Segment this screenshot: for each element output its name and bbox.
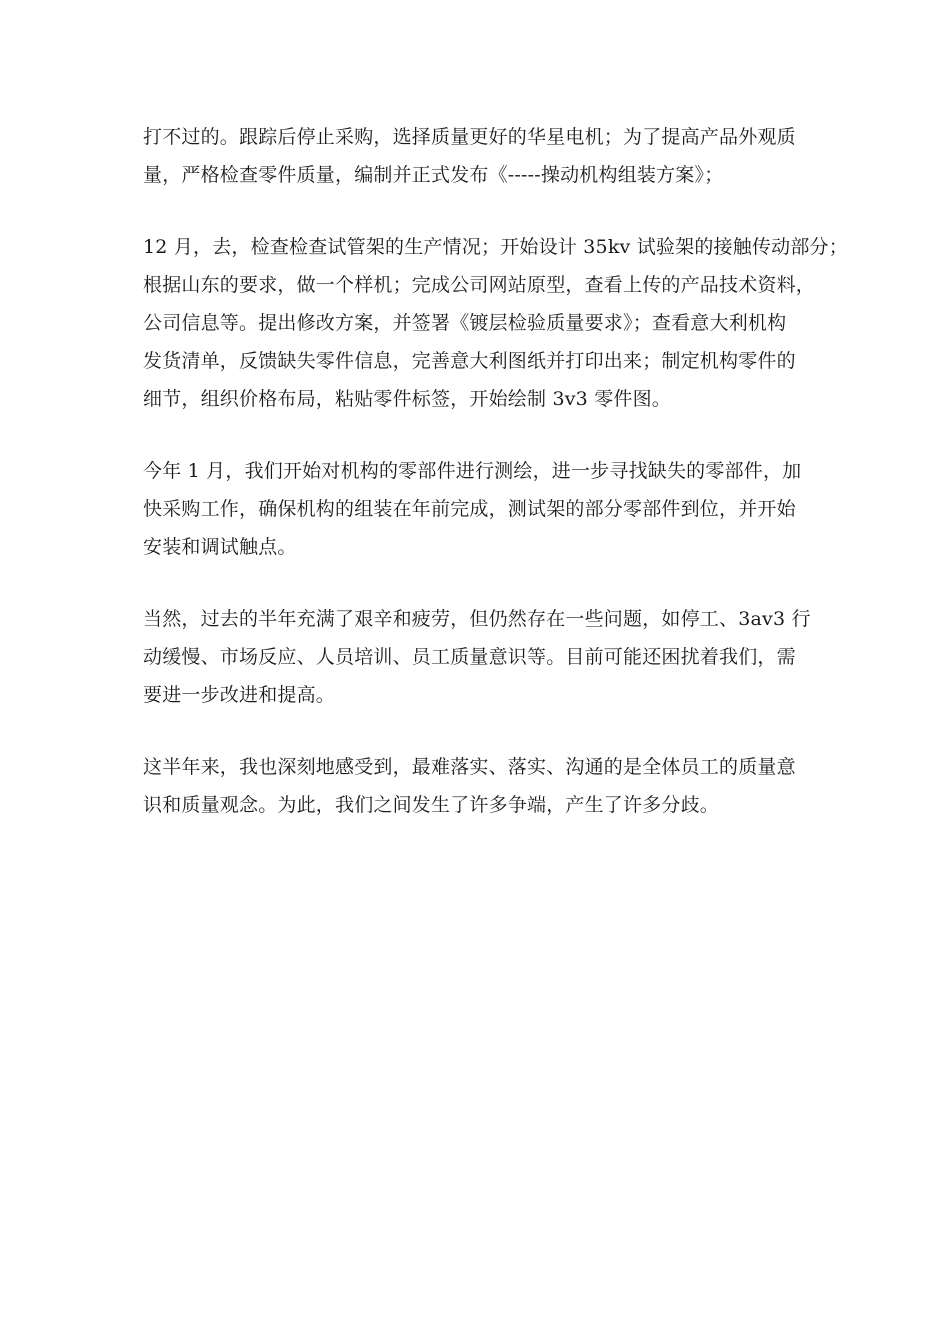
text-line: 要进一步改进和提高。 — [143, 684, 336, 706]
text-line: 快采购工作，确保机构的组装在年前完成，测试架的部分零部件到位，并开始 — [143, 498, 796, 520]
paragraph-1 — [143, 118, 823, 194]
text-line: 安装和调试触点。 — [143, 536, 297, 558]
text-line: 当然，过去的半年充满了艰辛和疲劳，但仍然存在一些问题，如停工、3av3 行 — [143, 608, 811, 630]
text-line: 今年 1 月，我们开始对机构的零部件进行测绘，进一步寻找缺失的零部件，加 — [143, 460, 802, 482]
paragraph-5 — [143, 748, 823, 824]
text-line: 量，严格检查零件质量，编制并正式发布《-----操动机构组装方案》； — [143, 164, 724, 186]
text-line: 公司信息等。提出修改方案，并签署《镀层检验质量要求》；查看意大利机构 — [143, 312, 787, 334]
paragraph-2 — [143, 228, 848, 418]
text-line: 识和质量观念。为此，我们之间发生了许多争端，产生了许多分歧。 — [143, 794, 720, 816]
text-line: 打不过的。跟踪后停止采购，选择质量更好的华星电机；为了提高产品外观质 — [143, 126, 796, 148]
text-line: 12 月，去，检查检查试管架的生产情况；开始设计 35kv 试验架的接触传动部分； — [143, 236, 848, 258]
paragraph-3 — [143, 452, 823, 566]
document-body — [143, 118, 848, 858]
text-line: 细节，组织价格布局，粘贴零件标签，开始绘制 3v3 零件图。 — [143, 388, 671, 410]
text-line: 发货清单，反馈缺失零件信息，完善意大利图纸并打印出来；制定机构零件的 — [143, 350, 796, 372]
text-line: 这半年来，我也深刻地感受到，最难落实、落实、沟通的是全体员工的质量意 — [143, 756, 796, 778]
paragraph-4 — [143, 600, 823, 714]
text-line: 根据山东的要求，做一个样机；完成公司网站原型，查看上传的产品技术资料， — [143, 274, 816, 296]
text-line: 动缓慢、市场反应、人员培训、员工质量意识等。目前可能还困扰着我们，需 — [143, 646, 796, 668]
